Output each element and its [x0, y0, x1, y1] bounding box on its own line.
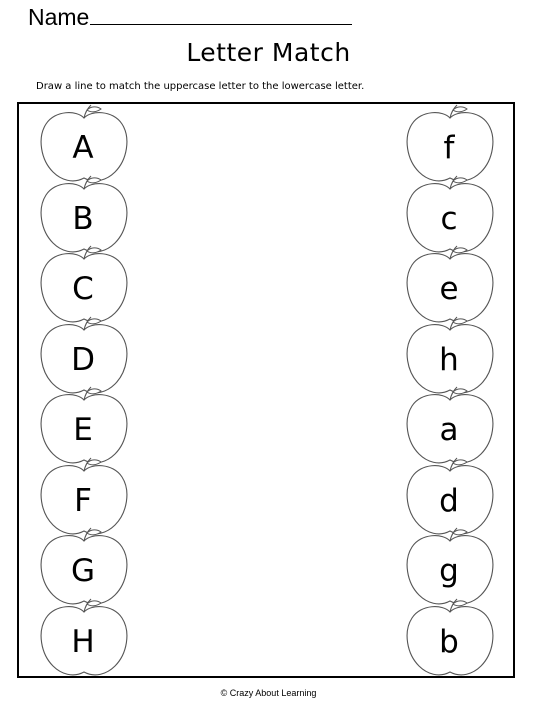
uppercase-letter: C	[72, 271, 94, 307]
lowercase-letter: b	[439, 623, 459, 660]
page-title: Letter Match	[186, 38, 351, 67]
uppercase-letter: E	[73, 412, 93, 448]
lowercase-letter: g	[439, 553, 459, 589]
instructions-text: Draw a line to match the uppercase letter to the lowercase letter.	[36, 81, 365, 92]
name-label: Name	[28, 4, 90, 30]
uppercase-letter: B	[72, 200, 94, 237]
name-field	[28, 2, 358, 32]
lowercase-column	[405, 104, 499, 680]
lowercase-letter: d	[439, 482, 459, 519]
uppercase-letter: F	[74, 482, 92, 519]
name-write-line[interactable]	[90, 24, 352, 25]
lowercase-apple[interactable]	[405, 598, 499, 682]
lowercase-letter: c	[440, 200, 458, 237]
uppercase-column	[39, 104, 133, 680]
lowercase-letter: a	[439, 412, 459, 448]
uppercase-letter: G	[70, 553, 96, 589]
uppercase-letter: H	[71, 623, 95, 660]
footer-copyright: © Crazy About Learning	[220, 688, 317, 698]
uppercase-letter: A	[72, 130, 94, 166]
uppercase-apple[interactable]	[39, 598, 133, 682]
lowercase-letter: h	[439, 341, 459, 378]
lowercase-letter: f	[443, 130, 455, 166]
uppercase-letter: D	[71, 341, 95, 378]
lowercase-letter: e	[439, 271, 459, 307]
